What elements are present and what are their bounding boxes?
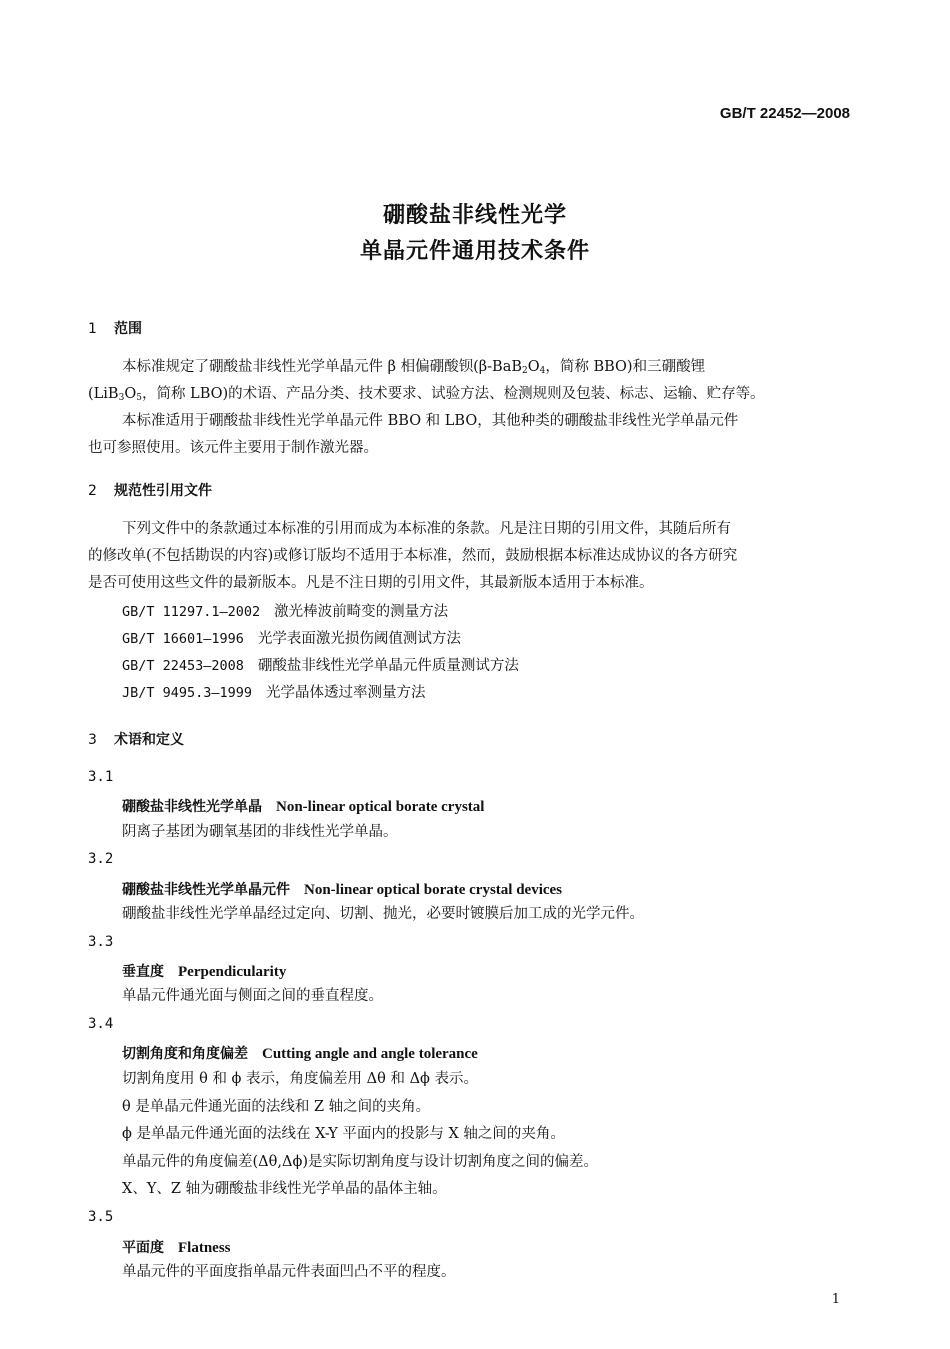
term-heading xyxy=(122,879,562,899)
clause-number: 3.4 xyxy=(88,1016,114,1032)
term-heading xyxy=(122,796,484,816)
reference-item xyxy=(122,680,426,707)
term-heading xyxy=(122,1043,478,1063)
term-chinese: 切割角度和角度偏差 xyxy=(122,1046,248,1062)
term-chinese: 硼酸盐非线性光学单晶 xyxy=(122,799,262,815)
reference-item xyxy=(122,653,519,680)
paragraph-line: 是否可使用这些文件的最新版本。凡是不注日期的引用文件，其最新版本适用于本标准。 xyxy=(88,575,654,591)
reference-item xyxy=(122,626,461,653)
reference-title: 激光棒波前畸变的测量方法 xyxy=(274,604,449,620)
section-title: 术语和定义 xyxy=(114,732,184,748)
reference-item xyxy=(122,599,448,626)
subscript: 2 xyxy=(522,366,528,376)
section-number: 3 xyxy=(88,732,97,748)
term-definition: 单晶元件通光面与侧面之间的垂直程度。 xyxy=(122,988,383,1004)
document-title-line2: 单晶元件通用技术条件 xyxy=(359,239,590,264)
term-chinese: 平面度 xyxy=(122,1240,164,1256)
term-english: Cutting angle and angle tolerance xyxy=(262,1046,478,1062)
term-definition: 切割角度用 θ 和 ϕ 表示，角度偏差用 Δθ 和 Δϕ 表示。 xyxy=(122,1071,479,1087)
term-definition: X、Y、Z 轴为硼酸盐非线性光学单晶的晶体主轴。 xyxy=(122,1181,447,1197)
text-run: O xyxy=(124,386,137,402)
paragraph-line: 本标准适用于硼酸盐非线性光学单晶元件 BBO 和 LBO，其他种类的硼酸盐非线性光学单晶元件 xyxy=(122,413,739,429)
clause-number: 3.3 xyxy=(88,934,114,950)
term-heading xyxy=(122,1237,231,1257)
clause-number: 3.2 xyxy=(88,851,114,867)
term-definition: θ 是单晶元件通光面的法线和 Z 轴之间的夹角。 xyxy=(122,1099,431,1115)
text-run: (LiB xyxy=(88,386,119,402)
reference-code: JB/T 9495.3—1999 xyxy=(122,685,253,701)
section-1-heading xyxy=(88,318,142,338)
standard-code: GB/T 22452—2008 xyxy=(719,105,850,122)
clause-number: 3.1 xyxy=(88,769,114,785)
reference-code: GB/T 11297.1—2002 xyxy=(122,604,261,620)
section-number: 1 xyxy=(88,321,97,337)
term-definition: ϕ 是单晶元件通光面的法线在 X-Y 平面内的投影与 X 轴之间的夹角。 xyxy=(122,1126,565,1142)
paragraph-line: 也可参照使用。该元件主要用于制作激光器。 xyxy=(88,440,378,456)
text-run: ，简称 LBO)的术语、产品分类、技术要求、试验方法、检测规则及包装、标志、运输、贮存等。 xyxy=(141,386,765,402)
term-english: Flatness xyxy=(178,1240,231,1256)
term-definition: 单晶元件的角度偏差(Δθ,Δϕ)是实际切割角度与设计切割角度之间的偏差。 xyxy=(122,1154,598,1170)
page-number: 1 xyxy=(831,1292,840,1307)
reference-title: 光学晶体透过率测量方法 xyxy=(266,685,426,701)
term-definition: 阴离子基团为硼氧基团的非线性光学单晶。 xyxy=(122,824,398,840)
subscript: 3 xyxy=(118,393,125,403)
term-chinese: 垂直度 xyxy=(122,964,164,980)
term-definition: 硼酸盐非线性光学单晶经过定向、切割、抛光，必要时镀膜后加工成的光学元件。 xyxy=(122,906,644,922)
paragraph-line: 下列文件中的条款通过本标准的引用而成为本标准的条款。凡是注日期的引用文件，其随后所有 xyxy=(122,521,731,537)
section-title: 范围 xyxy=(114,321,142,337)
section-3-heading xyxy=(88,729,184,749)
reference-code: GB/T 22453—2008 xyxy=(122,658,244,674)
term-english: Perpendicularity xyxy=(178,964,287,980)
section-2-heading xyxy=(88,480,212,500)
document-title-line1: 硼酸盐非线性光学 xyxy=(382,203,567,228)
subscript: 5 xyxy=(136,393,142,403)
reference-title: 硼酸盐非线性光学单晶元件质量测试方法 xyxy=(257,658,519,674)
term-heading xyxy=(122,961,286,981)
paragraph-line: 的修改单(不包括勘误的内容)或修订版均不适用于本标准，然而，鼓励根据本标准达成协议的各方研究 xyxy=(88,548,738,564)
text-run: ，简称 BBO)和三硼酸锂 xyxy=(545,359,706,375)
reference-code: GB/T 16601—1996 xyxy=(122,631,244,647)
section-number: 2 xyxy=(88,483,97,499)
term-definition: 单晶元件的平面度指单晶元件表面凹凸不平的程度。 xyxy=(122,1264,456,1280)
clause-number: 3.5 xyxy=(88,1209,114,1225)
term-english: Non-linear optical borate crystal xyxy=(276,799,485,815)
section-title: 规范性引用文件 xyxy=(114,483,212,499)
reference-title: 光学表面激光损伤阈值测试方法 xyxy=(257,631,461,647)
term-chinese: 硼酸盐非线性光学单晶元件 xyxy=(122,882,290,898)
text-run: O xyxy=(527,359,540,375)
text-run: 本标准规定了硼酸盐非线性光学单晶元件 β 相偏硼酸钡(β-BaB xyxy=(122,359,522,375)
subscript: 4 xyxy=(539,366,546,376)
term-english: Non-linear optical borate crystal devices xyxy=(304,882,563,898)
